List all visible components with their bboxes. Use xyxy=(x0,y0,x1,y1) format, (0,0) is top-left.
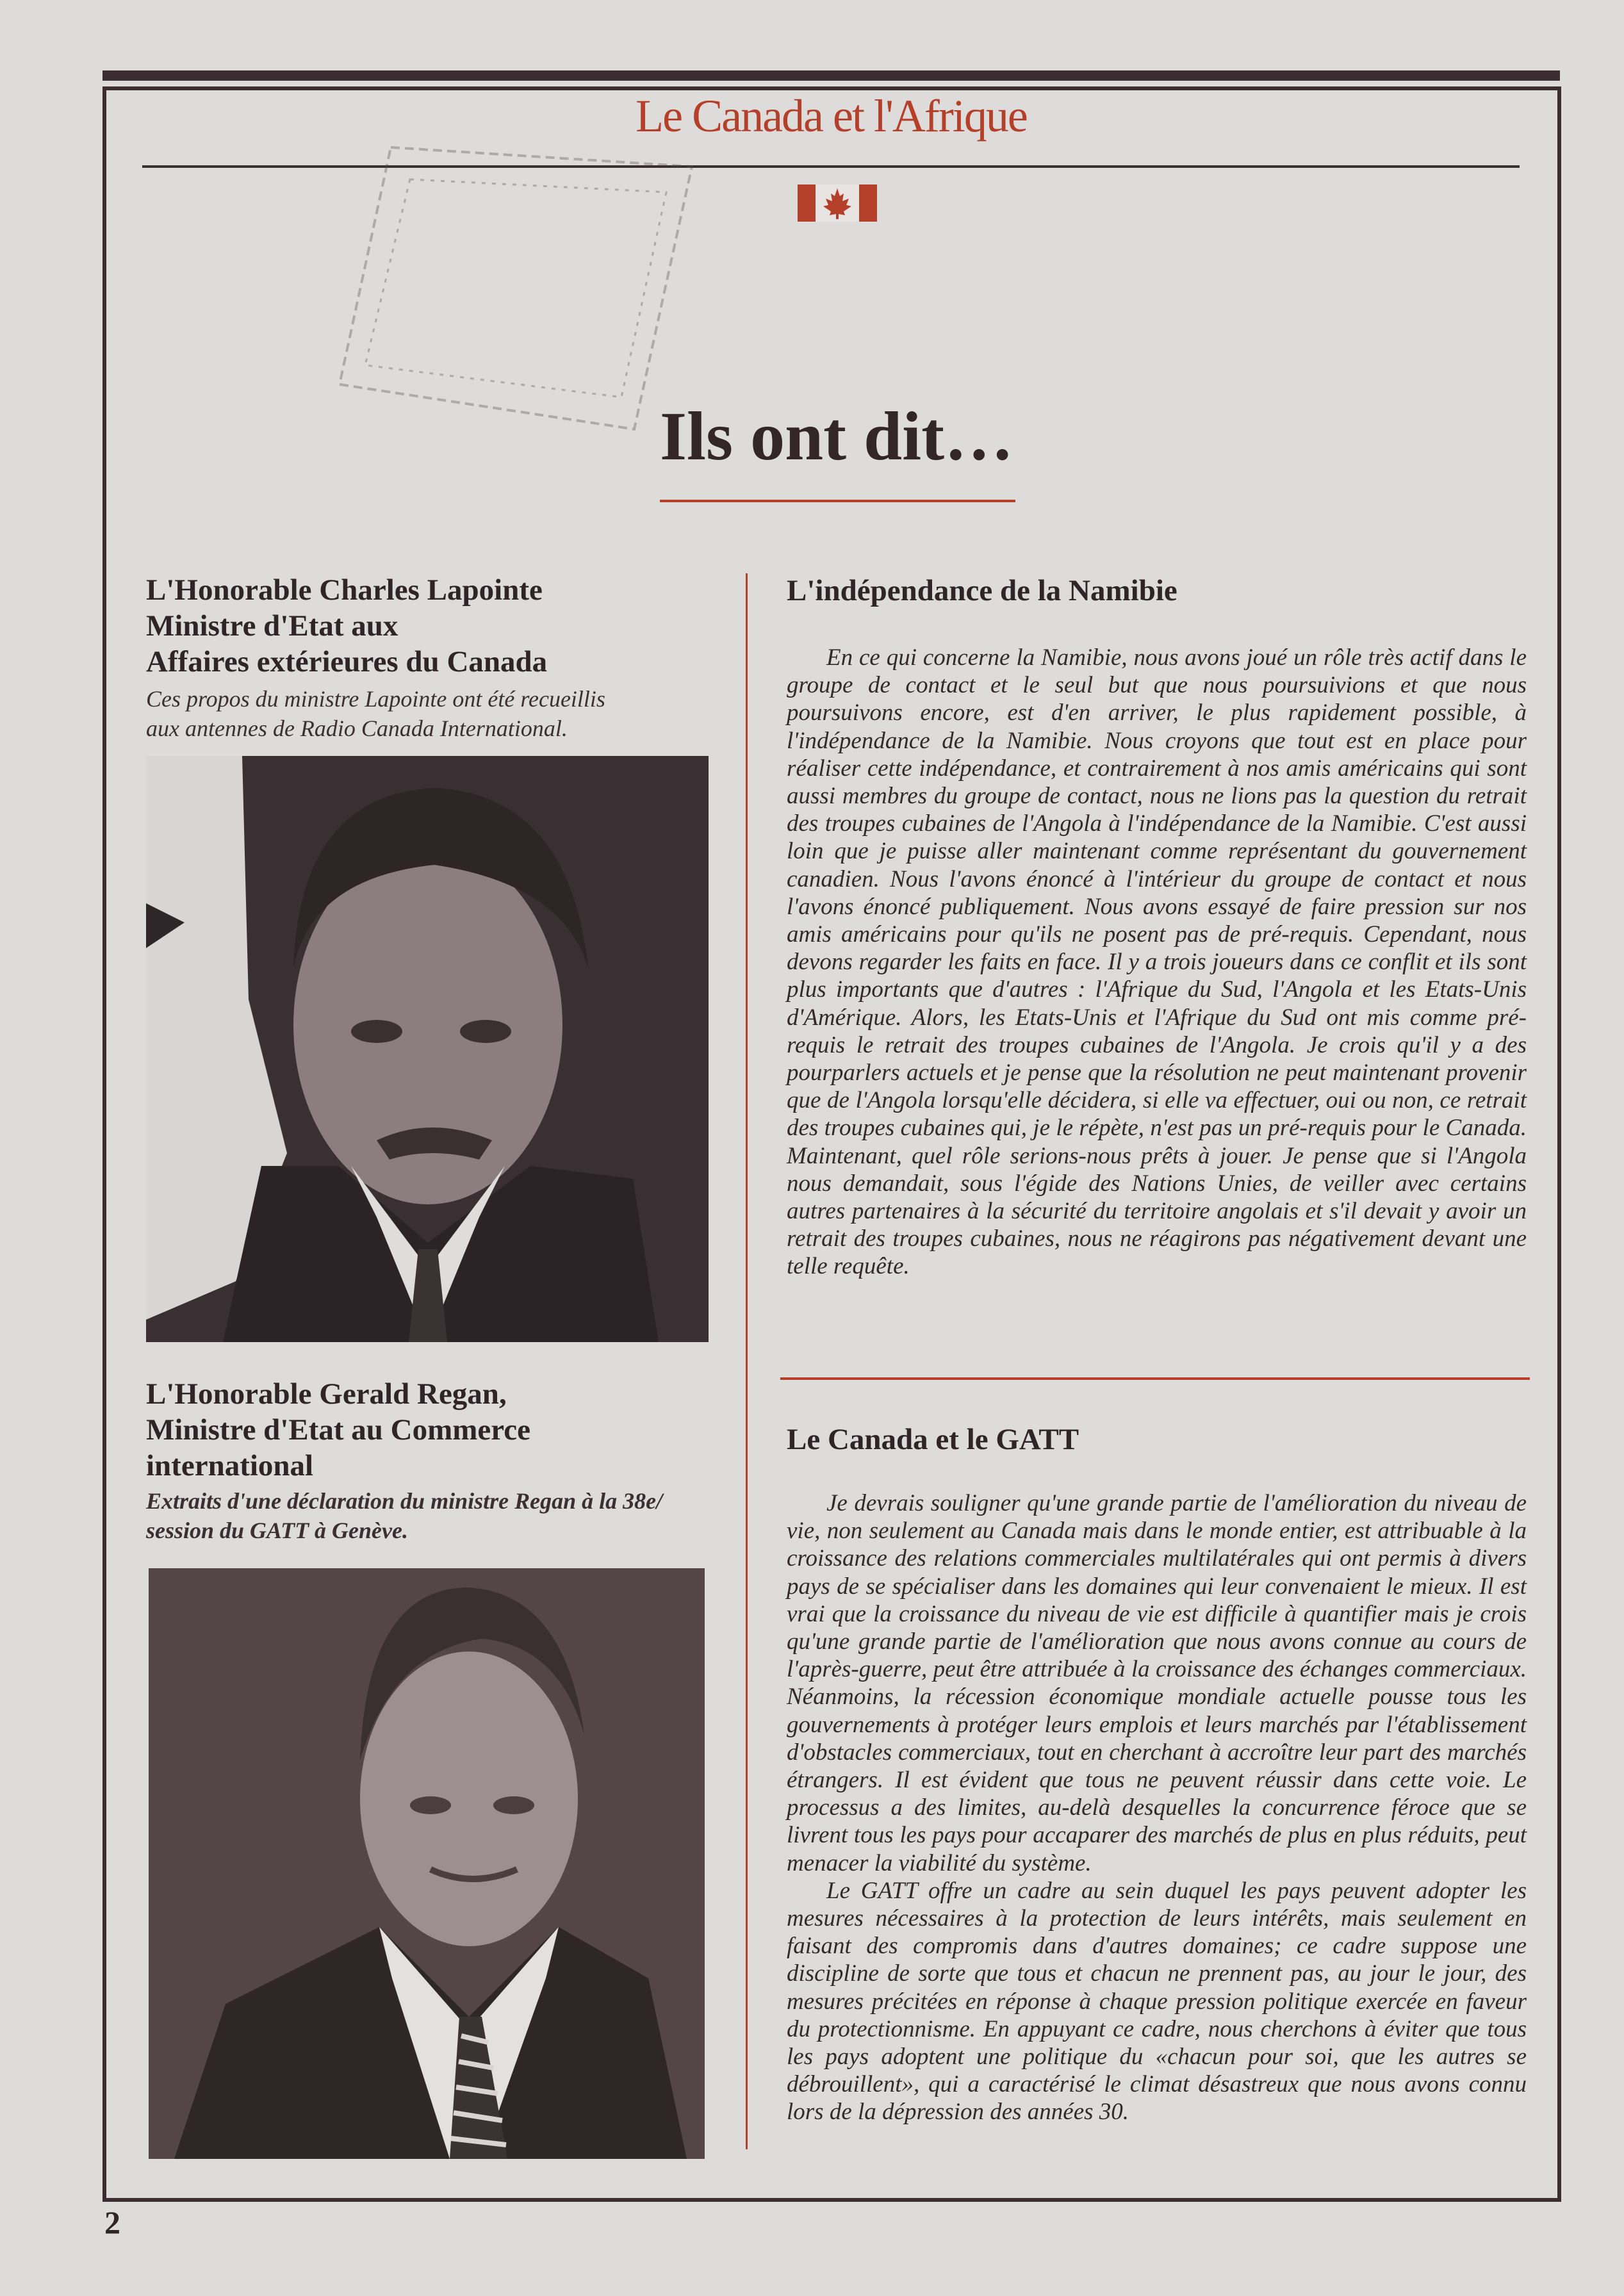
person-1-caption xyxy=(146,684,703,743)
person-2-caption-line: Extraits d'une déclaration du ministre Regan à la 38e/ xyxy=(146,1488,663,1514)
person-1-name xyxy=(146,572,547,680)
person-1-name-line: Affaires extérieures du Canada xyxy=(146,645,548,678)
person-2-name xyxy=(146,1376,530,1484)
masthead: Le Canada et l'Afrique xyxy=(636,90,1027,142)
article-1-paragraph: En ce qui concerne la Namibie, nous avons joué un rôle très actif dans le groupe de contact et le seul but que nous poursuivions et que nous poursuivons encore, est d'en arriver, le plus rapidement possible, à l'indépendance de la Namibie. Nous croyons que tout est en place pour réaliser cette indépendance, et contrairement à nos amis américains qui sont aussi membres du groupe de contact, nous ne lions pas la question du retrait des troupes cubaines de l'Angola à l'indépendance de la Namibie. C'est aussi loin que je puisse aller maintenant comme représentant du gouvernement canadien. Nous l'avons énoncé à l'intérieur du groupe de contact et nous l'avons énoncé publiquement. Nous avons essayé de faire pression sur nos amis américains pour qu'ils ne posent pas de pré-requis. Cependant, nous devons regarder les faits en face. Il y a trois joueurs dans ce conflit et ils sont plus importants que d'autres : l'Afrique du Sud, l'Angola et les Etats-Unis d'Amérique. Alors, les Etats-Unis et l'Afrique du Sud ont mis comme pré-requis le retrait des troupes cubaines de l'Angola. Je crois qu'il y a des pourparlers actuels et je pense que la résolution ne peut maintenant provenir que de l'Angola lorsqu'elle décidera, si elle va effectuer, oui ou non, ce retrait des troupes cubaines qui, je le répète, n'est pas un pré-requis pour le Canada. Maintenant, quel rôle serions-nous prêts à jouer. Je pense que si l'Angola nous demandait, sous l'égide des Nations Unies, de veiller avec certains autres partenaires à la sécurité du territoire angolais et s'il devait y avoir un retrait des troupes cubaines, nous ne réagirons pas négativement devant une telle requête. xyxy=(787,644,1527,1280)
section-rule xyxy=(780,1377,1530,1380)
article-2-title: Le Canada et le GATT xyxy=(787,1423,1079,1456)
portrait-regan xyxy=(149,1568,705,2159)
person-1-name-line: L'Honorable Charles Lapointe xyxy=(146,573,543,607)
article-2-paragraph: Le GATT offre un cadre au sein duquel les pays peuvent adopter les mesures nécessaires à la protection de leurs intérêts, mais seulement en faisant des compromis dans d'autres domaines; ce cadre suppose une discipline de sorte que tous et chacun ne prennent pas, au jour le jour, des mesures précitées en réponse à chaque pression politique exercée en faveur du protectionnisme. En appuyant ce cadre, nous cherchons à éviter que tous les pays adoptent une politique du «chacun pour soi, que les autres se débrouillent», qui a caractérisé le climat désastreux que nous avons connu lors de la dépression des années 30. xyxy=(787,1877,1527,2126)
column-divider xyxy=(746,573,748,2149)
portrait-lapointe xyxy=(146,756,709,1342)
top-rule-bar xyxy=(103,70,1560,81)
article-2-body xyxy=(787,1489,1527,2126)
article-1-title: L'indépendance de la Namibie xyxy=(787,574,1177,607)
title-rule xyxy=(660,500,1015,502)
library-stamp-mark xyxy=(333,141,705,436)
article-1-body xyxy=(787,644,1527,1281)
person-1-name-line: Ministre d'Etat aux xyxy=(146,609,398,643)
canada-flag-icon xyxy=(798,184,877,222)
page-number: 2 xyxy=(104,2204,120,2240)
article-2-paragraph: Je devrais souligner qu'une grande partie de l'amélioration du niveau de vie, non seulement au Canada mais dans le monde entier, est attribuable à la croissance des relations commerciales multilatérales qui ont permis à divers pays de se spécialiser dans les domaines qui leur convenaient le mieux. Il est vrai que la croissance du niveau de vie est difficile à quantifier mais je crois qu'une grande partie de l'amélioration que nous avons connue au cours de l'après-guerre, peut être attribuée à la croissance des échanges commerciaux. Néanmoins, la récession économique mondiale actuelle pousse tous les gouvernements à protéger leurs emplois et leurs marchés par l'établissement d'obstacles commerciaux, tout en cherchant à accroître leur part des marchés étrangers. Il est évident que tous ne peuvent réussir dans cette voie. Le processus a des limites, au-delà desquelles la concurrence féroce que se livrent tous les pays pour accaparer des marchés de plus en plus réduits, peut menacer la viabilité du système. xyxy=(787,1490,1527,1876)
person-2-name-line: international xyxy=(146,1449,314,1482)
person-1-caption-line: Ces propos du ministre Lapointe ont été recueillis xyxy=(146,686,605,712)
person-2-name-line: L'Honorable Gerald Regan, xyxy=(146,1377,507,1411)
person-2-name-line: Ministre d'Etat au Commerce xyxy=(146,1413,531,1447)
person-2-caption-line: session du GATT à Genève. xyxy=(146,1518,408,1543)
person-1-caption-line: aux antennes de Radio Canada International. xyxy=(146,716,568,741)
person-2-caption xyxy=(146,1486,703,1545)
page-title: Ils ont dit… xyxy=(660,398,1014,475)
